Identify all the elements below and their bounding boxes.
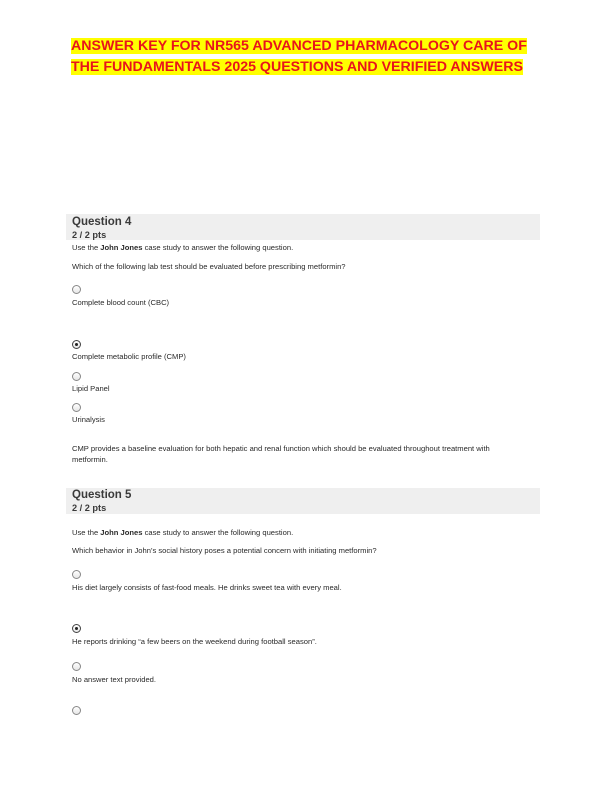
answer-radio[interactable] [72, 403, 81, 412]
answer-explanation: CMP provides a baseline evaluation for both hepatic and renal function which should be evaluated throughout treatment with metformin. [72, 444, 490, 464]
answer-radio[interactable] [72, 285, 81, 294]
answer-label: Complete blood count (CBC) [72, 298, 170, 307]
question-points: 2 / 2 pts [72, 230, 107, 240]
question-points: 2 / 2 pts [72, 503, 107, 513]
question-prompt: Use the John Jones case study to answer the following question. [72, 528, 294, 537]
answer-radio[interactable] [72, 372, 81, 381]
answer-label: His diet largely consists of fast-food meals. He drinks sweet tea with every meal. [72, 583, 342, 592]
answer-label: No answer text provided. [72, 675, 156, 684]
question-text: Which behavior in John’s social history poses a potential concern with initiating metformin? [72, 546, 377, 555]
question-header [66, 488, 540, 514]
answer-radio[interactable] [72, 706, 81, 715]
answer-radio-selected[interactable] [72, 624, 81, 633]
answer-label: He reports drinking “a few beers on the weekend during football season”. [72, 637, 317, 646]
question-header [66, 214, 540, 240]
question-text: Which of the following lab test should be evaluated before prescribing metformin? [72, 262, 346, 271]
answer-radio[interactable] [72, 570, 81, 579]
document-title: ANSWER KEY FOR NR565 ADVANCED PHARMACOLOGY CARE OF THE FUNDAMENTALS 2025 QUESTIONS AND VERIFIED ANSWERS [71, 38, 527, 75]
question-title: Question 4 [72, 216, 132, 228]
answer-label: Urinalysis [72, 415, 105, 424]
answer-label: Complete metabolic profile (CMP) [72, 352, 186, 361]
answer-radio[interactable] [72, 662, 81, 671]
answer-radio-selected[interactable] [72, 340, 81, 349]
question-prompt: Use the John Jones case study to answer the following question. [72, 243, 294, 252]
question-title: Question 5 [72, 489, 132, 501]
answer-label: Lipid Panel [72, 384, 110, 393]
